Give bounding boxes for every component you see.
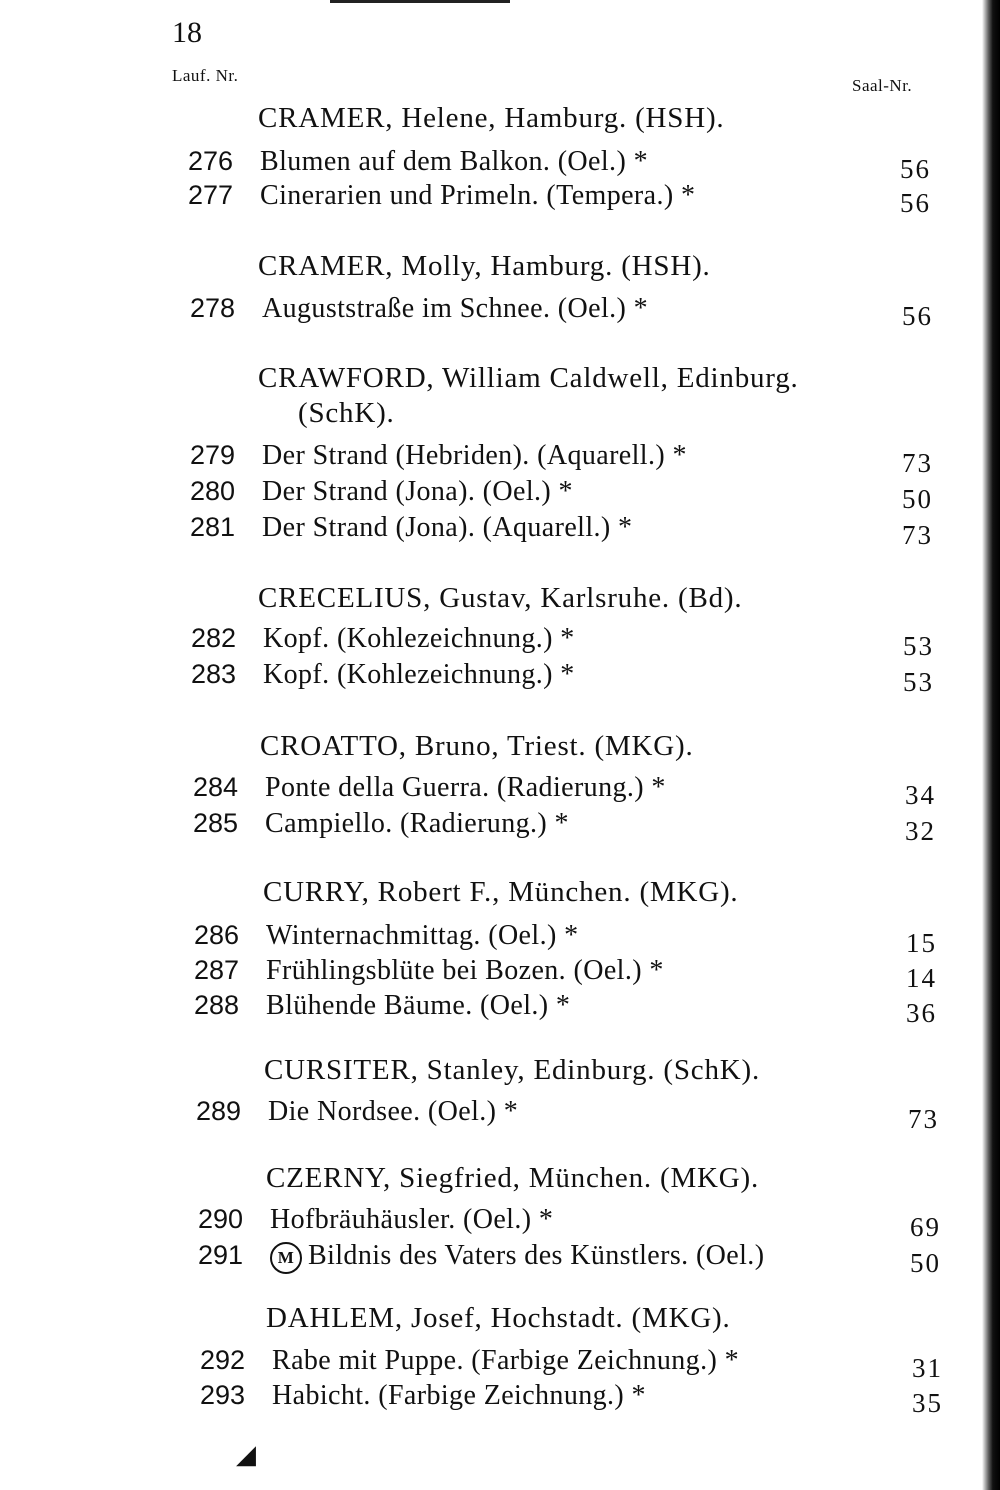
entry-title: Der Strand (Jona). (Oel.) * xyxy=(262,476,573,507)
artist-heading: CRECELIUS, Gustav, Karlsruhe. (Bd). xyxy=(258,582,743,614)
entry-room: 50 xyxy=(910,1248,941,1278)
artist-heading xyxy=(258,362,799,430)
entry-room: 31 xyxy=(912,1353,943,1383)
entry-number: 278 xyxy=(190,293,236,323)
entry-title-text: Bildnis des Vaters des Künstlers. (Oel.) xyxy=(308,1240,765,1271)
entry-title: Rabe mit Puppe. (Farbige Zeichnung.) * xyxy=(272,1345,739,1376)
entry-number: 287 xyxy=(194,955,240,985)
artist-heading: CROATTO, Bruno, Triest. (MKG). xyxy=(260,730,694,762)
circled-m-icon: M xyxy=(270,1242,302,1274)
artist-heading-line2: (SchK). xyxy=(298,397,395,429)
entry-room: 53 xyxy=(903,631,934,661)
entry-room: 15 xyxy=(906,928,937,958)
entry-room: 34 xyxy=(905,780,936,810)
entry-room: 35 xyxy=(912,1388,943,1418)
entry-title: Campiello. (Radierung.) * xyxy=(265,808,569,839)
entry-title: Habicht. (Farbige Zeichnung.) * xyxy=(272,1380,646,1411)
entry-room: 32 xyxy=(905,816,936,846)
artist-heading: CURRY, Robert F., München. (MKG). xyxy=(263,876,739,908)
entry-room: 56 xyxy=(902,301,933,331)
entry-title xyxy=(270,1240,764,1274)
page-number: 18 xyxy=(172,16,202,49)
entry-title: Blühende Bäume. (Oel.) * xyxy=(266,990,571,1021)
artist-heading: DAHLEM, Josef, Hochstadt. (MKG). xyxy=(266,1302,731,1334)
entry-title: Auguststraße im Schnee. (Oel.) * xyxy=(262,293,649,324)
entry-title: Winternachmittag. (Oel.) * xyxy=(266,920,579,951)
room-number-label: Saal-Nr. xyxy=(852,76,913,95)
entry-title: Die Nordsee. (Oel.) * xyxy=(268,1096,519,1127)
artist-heading: CZERNY, Siegfried, München. (MKG). xyxy=(266,1162,760,1194)
artist-heading: CRAMER, Helene, Hamburg. (HSH). xyxy=(258,102,725,134)
entry-room: 73 xyxy=(908,1104,939,1134)
entry-room: 73 xyxy=(902,448,933,478)
entry-title: Hofbräuhäusler. (Oel.) * xyxy=(270,1204,554,1235)
entry-number: 280 xyxy=(190,476,236,506)
entry-room: 53 xyxy=(903,667,934,697)
entry-room: 56 xyxy=(900,188,931,218)
entry-room: 56 xyxy=(900,154,931,184)
entry-number: 286 xyxy=(194,920,240,950)
entry-number: 282 xyxy=(191,623,237,653)
entry-room: 73 xyxy=(902,520,933,550)
entry-number: 292 xyxy=(200,1345,246,1375)
entry-number: 293 xyxy=(200,1380,246,1410)
entry-title: Cinerarien und Primeln. (Tempera.) * xyxy=(260,180,696,211)
artist-heading: CURSITER, Stanley, Edinburg. (SchK). xyxy=(264,1054,760,1086)
entry-number: 279 xyxy=(190,440,236,470)
entry-number: 281 xyxy=(190,512,236,542)
entry-title: Der Strand (Hebriden). (Aquarell.) * xyxy=(262,440,687,471)
entry-title: Kopf. (Kohlezeichnung.) * xyxy=(263,659,575,690)
book-spine-edge xyxy=(982,0,1000,1490)
entry-room: 36 xyxy=(906,998,937,1028)
entry-title: Der Strand (Jona). (Aquarell.) * xyxy=(262,512,633,543)
entry-number: 283 xyxy=(191,659,237,689)
running-number-label: Lauf. Nr. xyxy=(172,66,239,85)
top-rule xyxy=(330,0,510,3)
entry-number: 290 xyxy=(198,1204,244,1234)
entry-title: Kopf. (Kohlezeichnung.) * xyxy=(263,623,575,654)
ink-mark: ◢ xyxy=(236,1440,256,1469)
entry-number: 288 xyxy=(194,990,240,1020)
entry-title: Frühlingsblüte bei Bozen. (Oel.) * xyxy=(266,955,664,986)
entry-room: 50 xyxy=(902,484,933,514)
entry-number: 284 xyxy=(193,772,239,802)
entry-number: 289 xyxy=(196,1096,242,1126)
entry-number: 285 xyxy=(193,808,239,838)
entry-room: 69 xyxy=(910,1212,941,1242)
entry-title: Ponte della Guerra. (Radierung.) * xyxy=(265,772,666,803)
entry-number: 276 xyxy=(188,146,234,176)
entry-room: 14 xyxy=(906,963,937,993)
entry-title: Blumen auf dem Balkon. (Oel.) * xyxy=(260,146,648,177)
entry-number: 277 xyxy=(188,180,234,210)
artist-heading: CRAMER, Molly, Hamburg. (HSH). xyxy=(258,250,711,282)
entry-number: 291 xyxy=(198,1240,244,1270)
artist-heading-line1: CRAWFORD, William Caldwell, Edinburg. xyxy=(258,362,799,394)
